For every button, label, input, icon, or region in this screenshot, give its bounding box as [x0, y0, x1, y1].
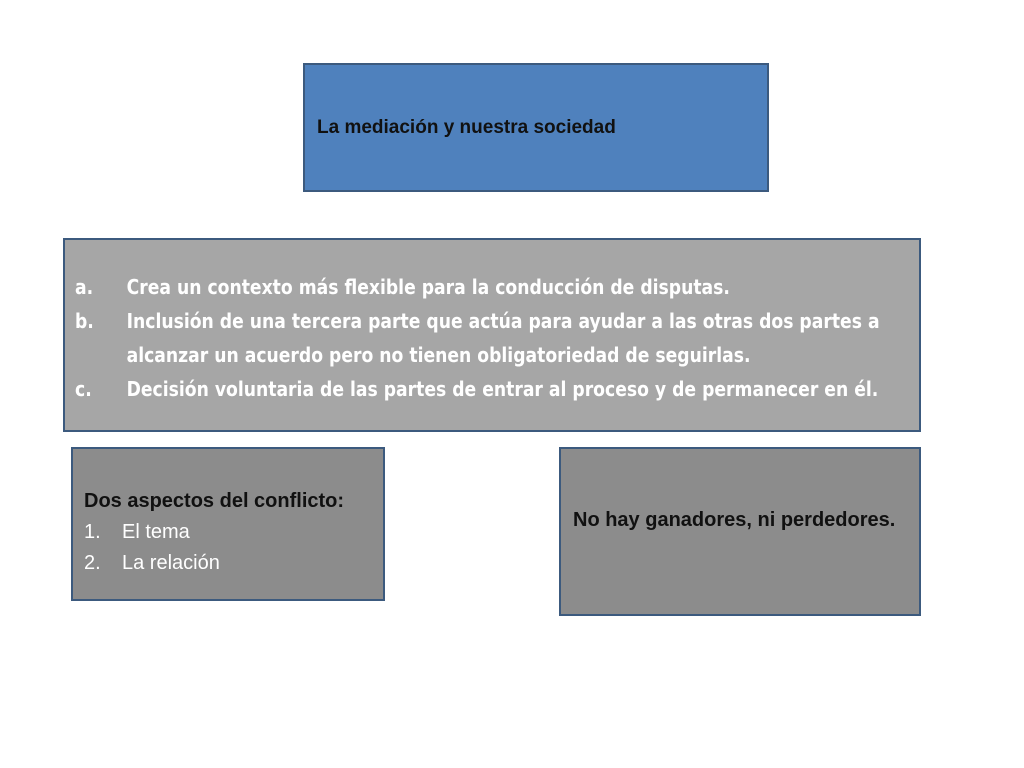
- conflict-aspect-text: La relación: [122, 552, 220, 574]
- list-marker: c.: [75, 377, 92, 401]
- characteristic-text: Crea un contexto más flexible para la conducción de disputas.: [126, 275, 730, 299]
- conflict-aspect-item: [84, 517, 373, 548]
- characteristic-text: Inclusión de una tercera parte que actúa para ayudar a las otras dos partes a alcanzar un acuerdo pero no tienen obligatoriedad de seguirlas.: [126, 309, 880, 367]
- characteristics-box: [63, 238, 921, 432]
- conflict-aspects-list: [84, 517, 373, 579]
- characteristics-list: [75, 270, 899, 406]
- conflict-aspect-text: El tema: [122, 521, 190, 543]
- list-marker: 2.: [84, 552, 101, 574]
- no-winners-text: No hay ganadores, ni perdedores.: [573, 509, 896, 531]
- list-marker: b.: [75, 309, 94, 333]
- conflict-aspects-box: [71, 447, 385, 601]
- characteristic-item-c: [75, 372, 901, 406]
- characteristic-text: Decisión voluntaria de las partes de entrar al proceso y de permanecer en él.: [126, 377, 879, 401]
- characteristic-item-b: [75, 304, 901, 372]
- title-box: [303, 63, 769, 192]
- conflict-aspect-item: [84, 548, 373, 579]
- list-marker: a.: [75, 275, 94, 299]
- characteristic-item-a: [75, 270, 901, 304]
- conflict-aspects-heading: Dos aspectos del conflicto:: [84, 490, 345, 512]
- no-winners-box: [559, 447, 921, 616]
- list-marker: 1.: [84, 521, 101, 543]
- title-text: La mediación y nuestra sociedad: [317, 116, 616, 138]
